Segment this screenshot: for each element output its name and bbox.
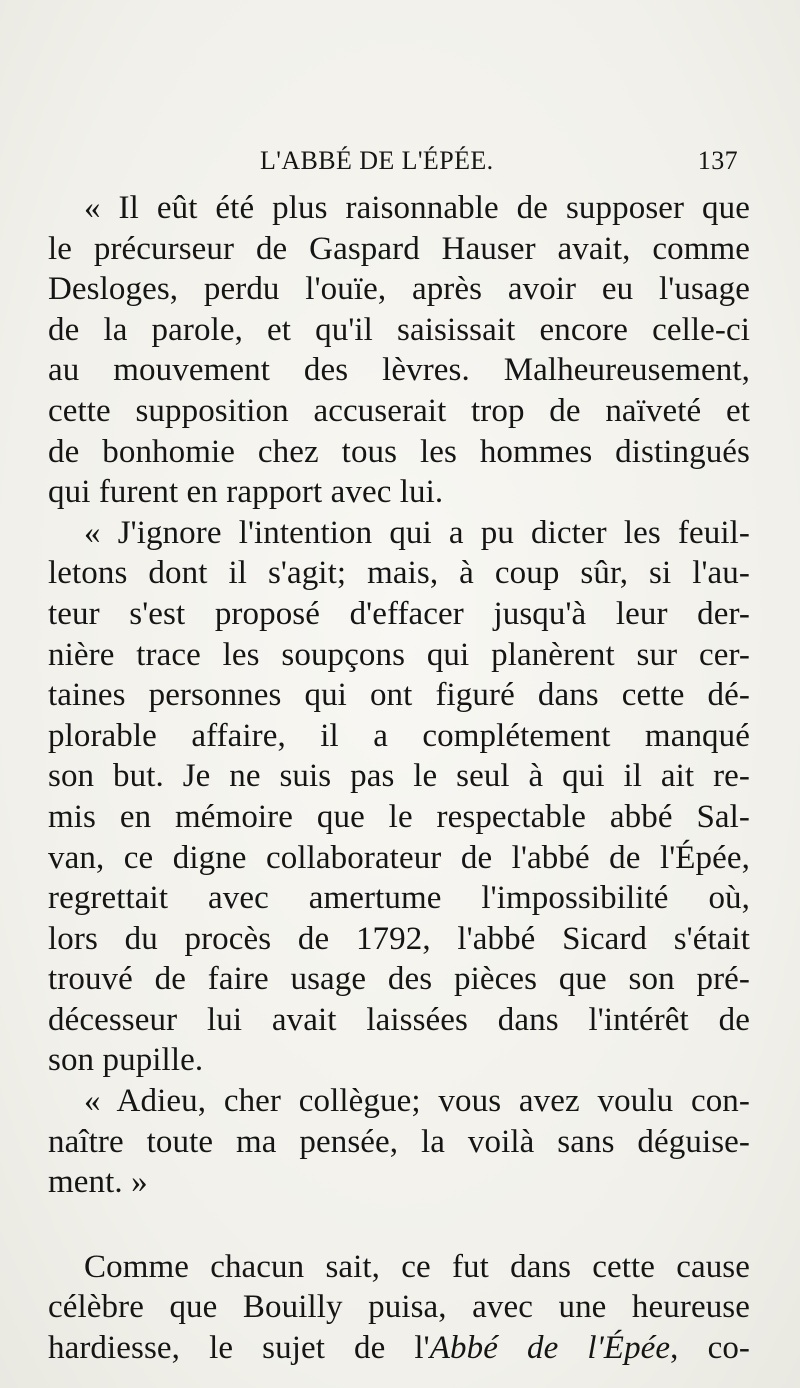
- text-line: cette supposition accuserait trop de naïveté et: [48, 392, 750, 429]
- last-text-line: [48, 1328, 750, 1369]
- text-line: « Il eût été plus raisonnable de supposer que: [84, 190, 750, 226]
- text-line: de bonhomie chez tous les hommes distingués: [48, 433, 750, 470]
- text-line: Desloges, perdu l'ouïe, après avoir eu l'usage: [48, 271, 750, 308]
- text-line: regrettait avec amertume l'impossibilité où,: [48, 880, 750, 917]
- last-line-end: , co-: [670, 1330, 751, 1367]
- text-line: naître toute ma pensée, la voilà sans déguise-: [48, 1123, 750, 1160]
- text-line: mis en mémoire que le respectable abbé Sal-: [48, 798, 750, 835]
- text-line: lors du procès de 1792, l'abbé Sicard s'était: [48, 920, 750, 957]
- text-line: letons dont il s'agit; mais, à coup sûr, si l'au-: [48, 555, 750, 592]
- text-line: le précurseur de Gaspard Hauser avait, comme: [48, 230, 750, 267]
- text-line: au mouvement des lèvres. Malheureusement,: [48, 352, 750, 389]
- text-line: teur s'est proposé d'effacer jusqu'à leur der-: [48, 595, 750, 632]
- text-line: décesseur lui avait laissées dans l'intérêt de: [48, 1001, 750, 1038]
- last-line-start: hardiesse, le sujet de l': [48, 1330, 430, 1367]
- text-line: taines personnes qui ont figuré dans cette dé-: [48, 677, 750, 714]
- page-header: [48, 146, 738, 182]
- text-line: qui furent en rapport avec lui.: [48, 474, 444, 511]
- text-line: trouvé de faire usage des pièces que son pré-: [48, 961, 750, 998]
- work-title: Abbé de l'Épée: [429, 1330, 671, 1367]
- running-head: L'ABBÉ DE L'ÉPÉE.: [260, 146, 494, 175]
- text-line: plorable affaire, il a complétement manqué: [48, 717, 750, 754]
- text-line: son but. Je ne suis pas le seul à qui il ait re-: [48, 758, 750, 795]
- text-line: Comme chacun sait, ce fut dans cette cause: [84, 1248, 750, 1285]
- text-line: nière trace les soupçons qui planèrent sur cer-: [48, 636, 750, 673]
- text-line: son pupille.: [48, 1042, 204, 1079]
- text-line: « Adieu, cher collègue; vous avez voulu con-: [84, 1083, 750, 1120]
- text-line: de la parole, et qu'il saisissait encore celle-ci: [48, 311, 750, 348]
- text-line: célèbre que Bouilly puisa, avec une heureuse: [48, 1289, 750, 1326]
- text-line: « J'ignore l'intention qui a pu dicter les feuil-: [84, 514, 750, 551]
- page-number: 137: [697, 146, 738, 175]
- text-line: ment. »: [48, 1164, 148, 1201]
- text-line: van, ce digne collaborateur de l'abbé de l'Épée,: [48, 839, 750, 876]
- paragraph-gap: [48, 1203, 750, 1247]
- body-text: [48, 188, 750, 1369]
